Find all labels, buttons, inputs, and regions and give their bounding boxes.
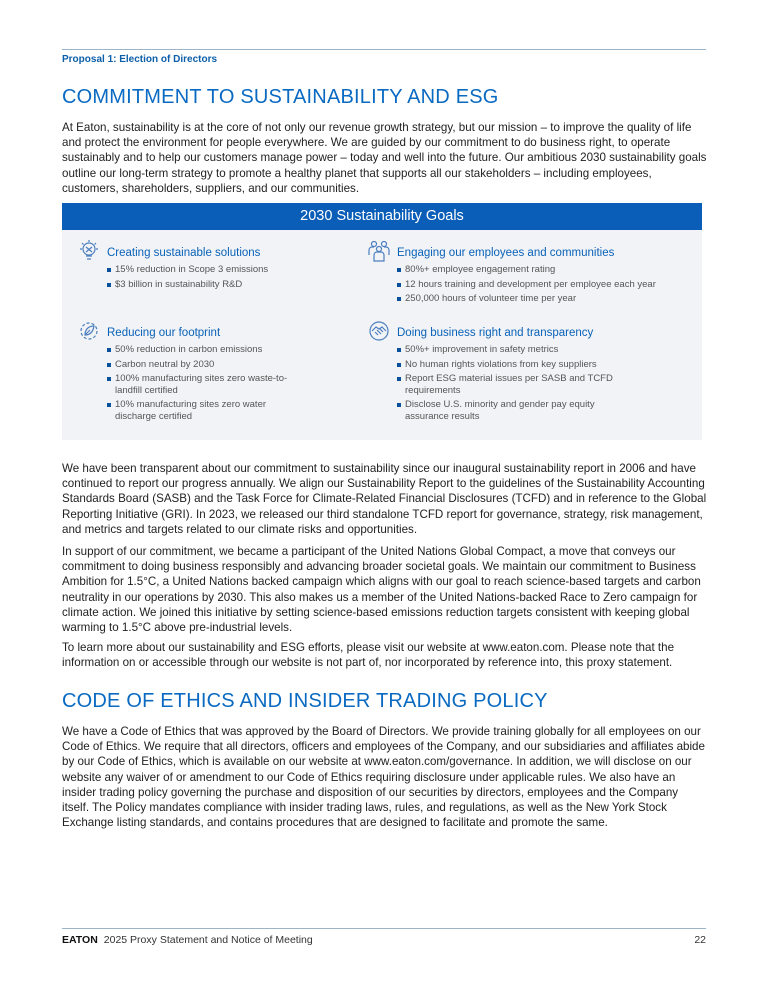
goal-item: No human rights violations from key suppliers (397, 359, 622, 371)
goal-item: 100% manufacturing sites zero waste-to-landfill certified (107, 373, 297, 396)
goal-sustainable-solutions (107, 247, 268, 293)
goal-item: Carbon neutral by 2030 (107, 359, 297, 371)
goal-item: Report ESG material issues per SASB and TCFD requirements (397, 373, 622, 396)
eaton-logo: EATON (62, 934, 98, 946)
ethics-heading: CODE OF ETHICS AND INSIDER TRADING POLICY (62, 690, 548, 712)
document-title: 2025 Proxy Statement and Notice of Meeting (103, 934, 313, 946)
header-divider (62, 49, 706, 50)
goal-engaging-employees (397, 247, 697, 308)
people-icon (367, 239, 391, 263)
footer-divider (62, 928, 706, 929)
goal-item: 50% reduction in carbon emissions (107, 344, 297, 356)
goal-reducing-footprint (107, 327, 297, 425)
sustainability-paragraph-3: To learn more about our sustainability and ESG efforts, please visit our website at www.eaton.com. Please note that the information on or accessible through our website is not part of, nor incorporated by reference into, this proxy statement. (62, 641, 675, 670)
page-footer (62, 934, 706, 946)
page-number: 22 (694, 934, 706, 946)
leaf-gear-icon (77, 319, 101, 343)
ethics-paragraph: We have a Code of Ethics that was approved by the Board of Directors. We provide training globally for all employees on our Code of Ethics. We require that all directors, officers and employees of the Company, and our subsidiaries and affiliates abide by our Code of Ethics, which is available on our website at www.eaton.com/governance. In addition, we will disclose on our website any waiver of or amendment to our Code of Ethics requiring disclosure under applicable rules. We also have an insider trading policy governing the purchase and disposition of our securities by directors, employees and the Company itself. The Policy mandates compliance with insider trading laws, rules, and regulations, as well as the New York Stock Exchange listing standards, and contains procedures that are designed to facilitate and promote the same. (62, 725, 705, 830)
goal-item: 15% reduction in Scope 3 emissions (107, 264, 268, 276)
section-label: Proposal 1: Election of Directors (62, 54, 218, 65)
goal-title: Engaging our employees and communities (397, 247, 615, 259)
goals-title: 2030 Sustainability Goals (62, 203, 702, 230)
goal-item: 50%+ improvement in safety metrics (397, 344, 622, 356)
goal-title: Reducing our footprint (107, 327, 221, 339)
sustainability-paragraph-1: We have been transparent about our commitment to sustainability since our inaugural sustainability report in 2006 and have continued to report our progress annually. We align our Sustainability Report to the guidelines of the Sustainability Accounting Standards Board (SASB) and the Task Force for Climate-Related Financial Disclosures (TCFD) and in reference to the Global Reporting Initiative (GRI). In 2023, we released our third standalone TCFD report for governance, strategy, risk management, and metrics and targets related to our climate risks and opportunities. (62, 462, 707, 536)
handshake-icon (367, 319, 391, 343)
goal-item: 250,000 hours of volunteer time per year (397, 293, 697, 305)
sustainability-heading: COMMITMENT TO SUSTAINABILITY AND ESG (62, 86, 499, 108)
lightbulb-icon (77, 239, 101, 263)
goal-title: Creating sustainable solutions (107, 247, 261, 259)
goals-panel (62, 203, 702, 440)
sustainability-paragraph-2: In support of our commitment, we became a participant of the United Nations Global Compact, a move that conveys our commitment to doing business responsibly and advancing broader societal goals. We maintain our commitment to Business Ambition for 1.5°C, a United Nations backed campaign which aligns with our goal to reach science-based targets and carbon neutrality in our operations by 2030. This also makes us a member of the United Nations-backed Race to Zero campaign for climate action. We joined this initiative by setting science-based emissions reduction targets consistent with keeping global warming to 1.5°C above pre-industrial levels. (62, 545, 701, 635)
goal-title: Doing business right and transparency (397, 327, 594, 339)
goal-item: 80%+ employee engagement rating (397, 264, 697, 276)
sustainability-intro: At Eaton, sustainability is at the core of not only our revenue growth strategy, but our mission – to improve the quality of life and protect the environment for people everywhere. We are guided by our commitment to do business right, to operate sustainably and to help our customers manage power – today and well into the future. Our ambitious 2030 sustainability goals outline our long-term strategy to promote a healthy planet that supports all our stakeholders – including employees, customers, shareholders, suppliers, and our communities. (62, 121, 707, 195)
goal-item: 12 hours training and development per employee each year (397, 279, 697, 291)
goal-item: 10% manufacturing sites zero water discharge certified (107, 399, 297, 422)
goal-doing-business-right (397, 327, 622, 425)
goal-item: Disclose U.S. minority and gender pay equity assurance results (397, 399, 622, 422)
goal-item: $3 billion in sustainability R&D (107, 279, 268, 291)
